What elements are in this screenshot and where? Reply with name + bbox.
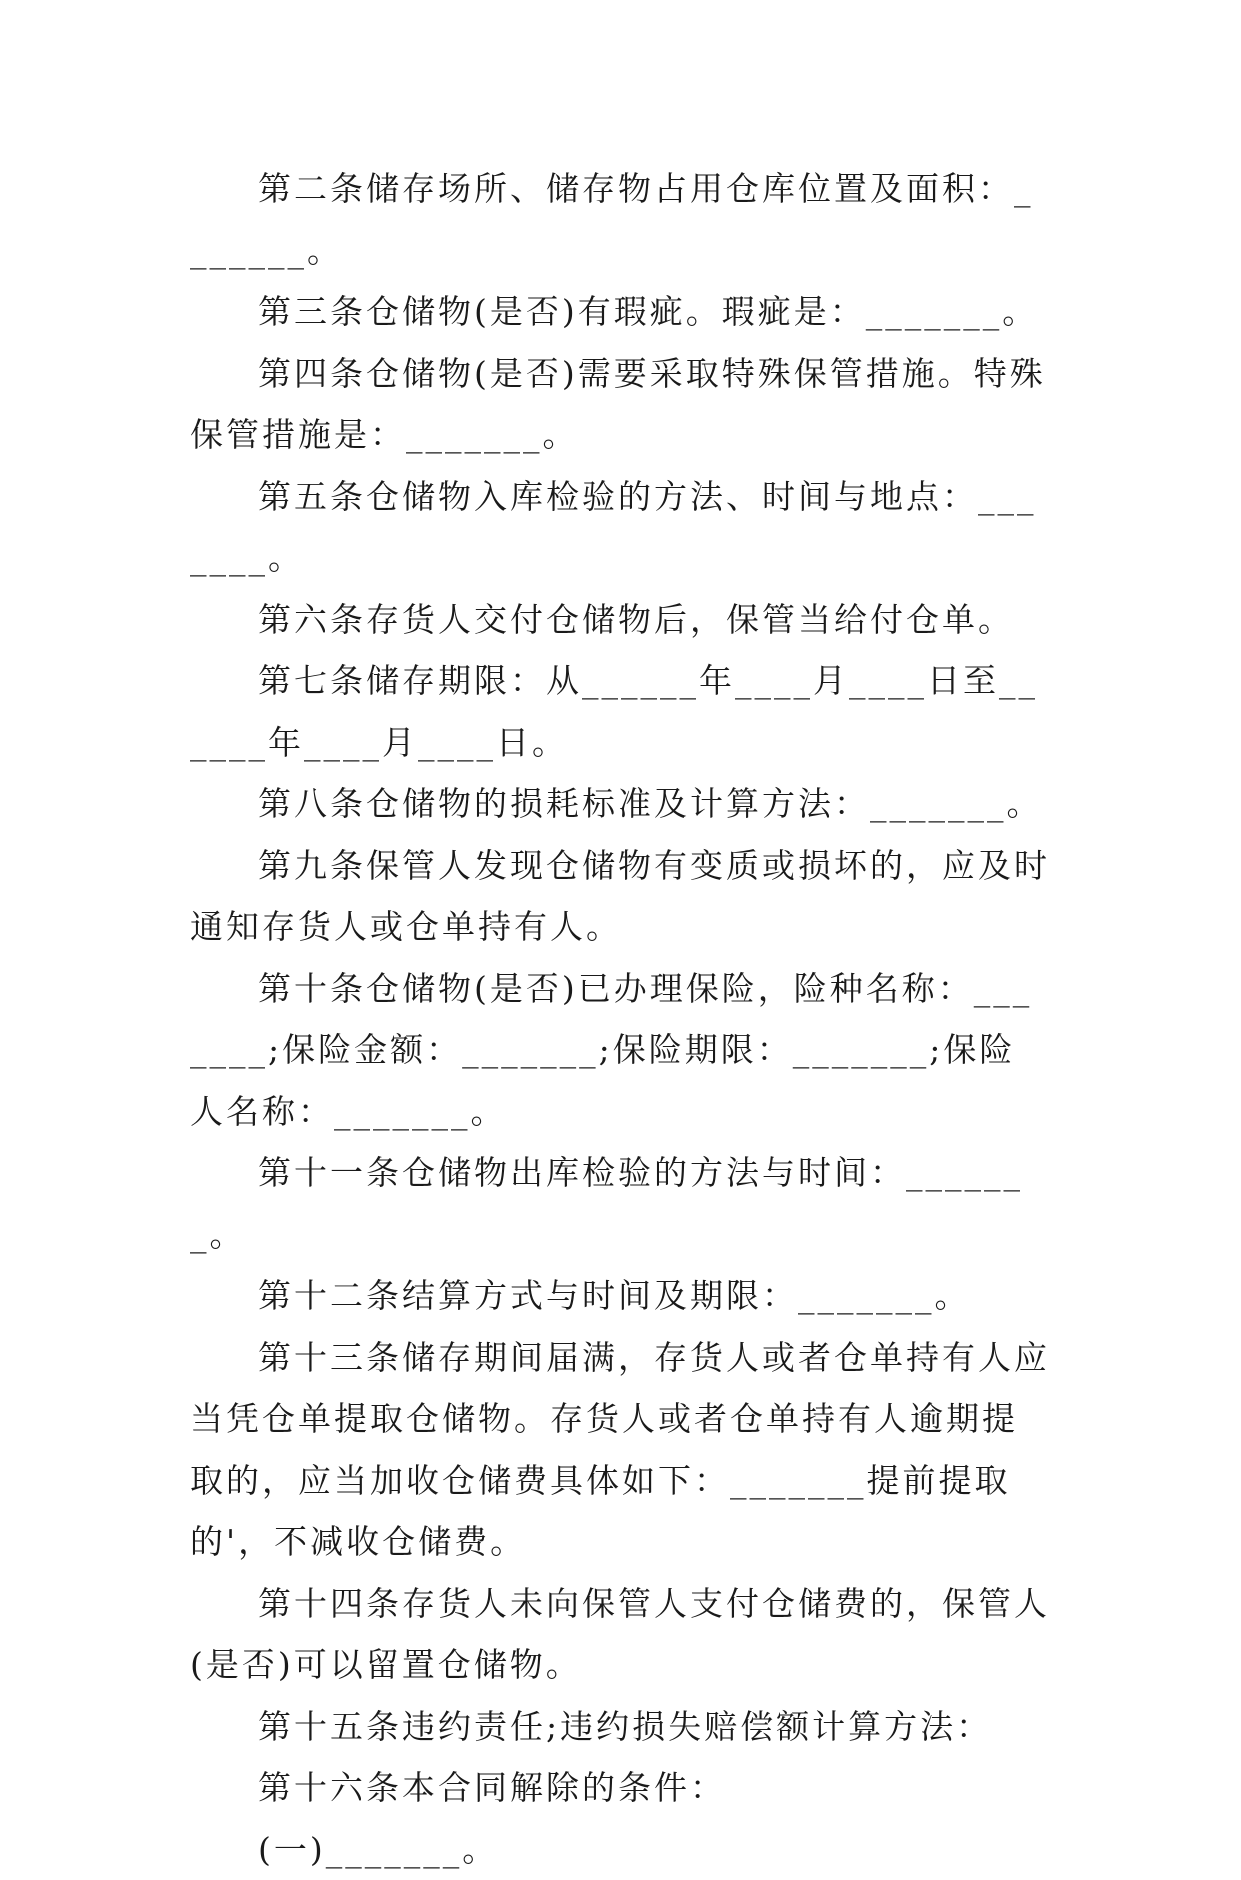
clause-10: 第十条仓储物(是否)已办理保险，险种名称：_______;保险金额：_______;保险期限：_______;保险人名称：_______。 xyxy=(190,958,1050,1143)
clause-2: 第二条储存场所、储存物占用仓库位置及面积：_______。 xyxy=(190,158,1050,281)
clause-15: 第十五条违约责任;违约损失赔偿额计算方法： xyxy=(190,1696,1050,1758)
clause-8: 第八条仓储物的损耗标准及计算方法：_______。 xyxy=(190,773,1050,835)
clause-16-item-1: (一)_______。 xyxy=(190,1819,1050,1880)
clause-9: 第九条保管人发现仓储物有变质或损坏的，应及时通知存货人或仓单持有人。 xyxy=(190,835,1050,958)
clause-14: 第十四条存货人未向保管人支付仓储费的，保管人(是否)可以留置仓储物。 xyxy=(190,1573,1050,1696)
clause-7: 第七条储存期限：从______年____月____日至______年____月____日。 xyxy=(190,650,1050,773)
clause-13: 第十三条储存期间届满，存货人或者仓单持有人应当凭仓单提取仓储物。存货人或者仓单持有人逾期提取的，应当加收仓储费具体如下：_______提前提取的'，不减收仓储费。 xyxy=(190,1327,1050,1573)
clause-5: 第五条仓储物入库检验的方法、时间与地点：_______。 xyxy=(190,466,1050,589)
clause-16: 第十六条本合同解除的条件： xyxy=(190,1757,1050,1819)
clause-6: 第六条存货人交付仓储物后，保管当给付仓单。 xyxy=(190,589,1050,651)
document-body xyxy=(190,158,1050,1880)
clause-3: 第三条仓储物(是否)有瑕疵。瑕疵是：_______。 xyxy=(190,281,1050,343)
clause-4: 第四条仓储物(是否)需要采取特殊保管措施。特殊保管措施是：_______。 xyxy=(190,343,1050,466)
clause-12: 第十二条结算方式与时间及期限：_______。 xyxy=(190,1265,1050,1327)
clause-11: 第十一条仓储物出库检验的方法与时间：_______。 xyxy=(190,1142,1050,1265)
